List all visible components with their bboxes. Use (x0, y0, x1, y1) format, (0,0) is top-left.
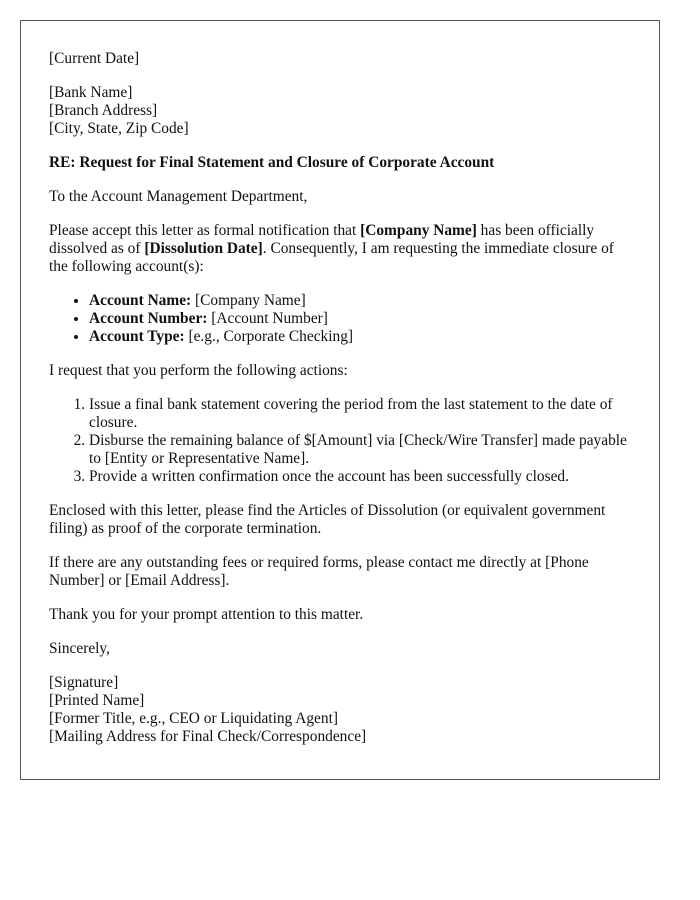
account-field-label: Account Number: (89, 310, 208, 327)
account-list-item (89, 310, 631, 328)
mailing-address: [Mailing Address for Final Check/Correspondence] (49, 728, 367, 745)
requested-actions-list (49, 396, 631, 486)
letter-page (20, 20, 660, 780)
action-list-item: 1. Issue a final bank statement covering the period from the last statement to the date of closure. (89, 396, 631, 432)
account-field-value: [e.g., Corporate Checking] (184, 328, 354, 345)
signature-placeholder: [Signature] (49, 674, 119, 691)
closing: Sincerely, (49, 640, 110, 657)
action-list-item: 3. Provide a written confirmation once the account has been successfully closed. (89, 468, 631, 486)
intro-text-1: Please accept this letter as formal notification that (49, 222, 361, 239)
account-field-label: Account Type: (89, 328, 185, 345)
recipient-city-state-zip: [City, State, Zip Code] (49, 120, 189, 137)
enclosure-paragraph: Enclosed with this letter, please find the Articles of Dissolution (or equivalent government filing) as proof of the corporate termination. (49, 502, 606, 537)
intro-paragraph (49, 222, 631, 276)
account-details-list (49, 292, 631, 346)
account-field-value: [Company Name] (191, 292, 306, 309)
actions-intro: I request that you perform the following actions: (49, 362, 348, 379)
printed-name: [Printed Name] (49, 692, 145, 709)
intro-text-3: . Consequently, I am requesting the immediate closure of the following account(s): (49, 240, 614, 275)
recipient-address (49, 84, 631, 138)
subject-line: RE: Request for Final Statement and Closure of Corporate Account (49, 154, 495, 171)
account-list-item (89, 328, 631, 346)
intro-company-name: [Company Name] (360, 222, 477, 239)
recipient-branch-address: [Branch Address] (49, 102, 158, 119)
intro-dissolution-date: [Dissolution Date] (144, 240, 263, 257)
account-field-label: Account Name: (89, 292, 192, 309)
former-title: [Former Title, e.g., CEO or Liquidating Agent] (49, 710, 338, 727)
recipient-bank-name: [Bank Name] (49, 84, 133, 101)
letter-date: [Current Date] (49, 50, 140, 67)
account-list-item (89, 292, 631, 310)
signature-block (49, 674, 631, 746)
intro-text-2: has been officially dissolved as of (49, 222, 595, 257)
thanks-paragraph: Thank you for your prompt attention to this matter. (49, 606, 364, 623)
salutation: To the Account Management Department, (49, 188, 308, 205)
contact-paragraph: If there are any outstanding fees or required forms, please contact me directly at [Phone Number] or [Email Address]. (49, 554, 589, 589)
action-list-item: 2. Disburse the remaining balance of $[Amount] via [Check/Wire Transfer] made payable to [Entity or Representative Name]. (89, 432, 631, 468)
account-field-value: [Account Number] (207, 310, 328, 327)
